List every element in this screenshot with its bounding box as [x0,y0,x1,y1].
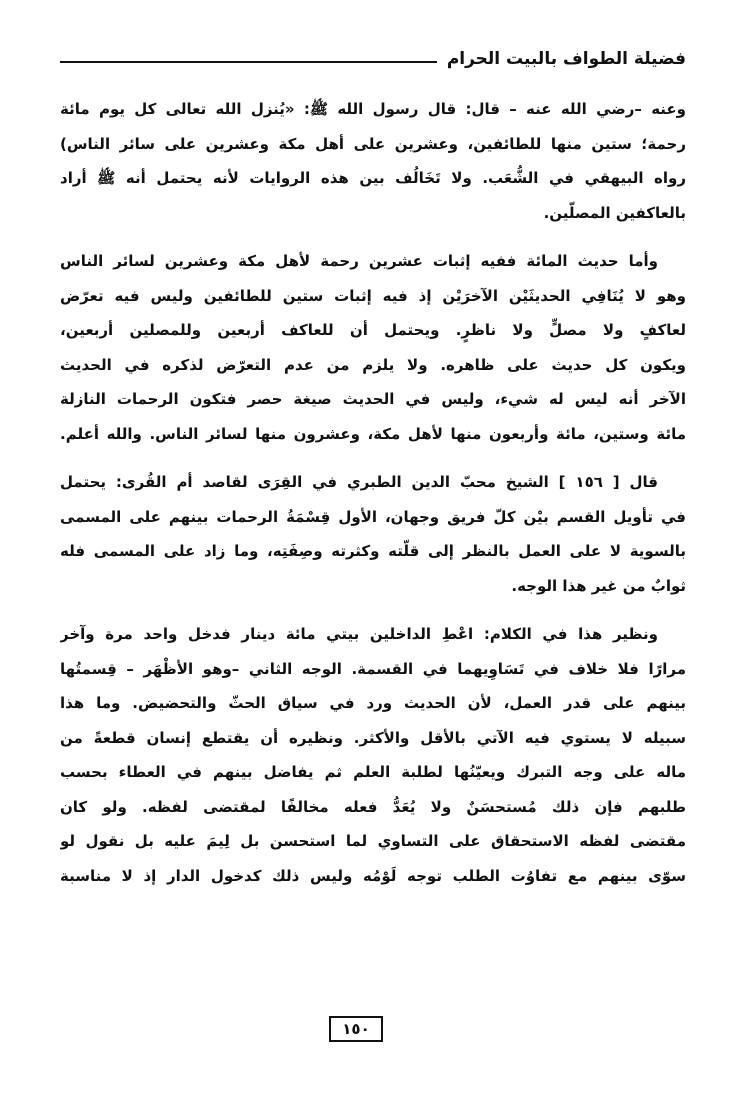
text-line: سبيله لا يستوي فيه الآتي بالأقل والأكثر. ونظيره أن يقتطع إنسان قطعةً من [60,728,686,747]
page-number [329,1016,383,1042]
header-rule [60,61,437,63]
text-line: بينهم على قدر العمل، لأن الحديث ورد في سياق الحثّ والتحضيض. وما هذا [60,694,686,712]
text-line: مرارًا فلا خلاف في تَسَاوِيهما في القسمة. الوجه الثاني –وهو الأظْهَر – قِسمتُها [60,659,686,678]
text-line: قال [ ١٥٦ ] الشيخ محبّ الدين الطبري في القِرَى لقاصد أم القُرى: يحتمل [60,473,658,491]
page-number-text: ١٥٠ [342,1020,370,1038]
text-line: لعاكفٍ ولا مصلٍّ ولا ناظرٍ. ويحتمل أن للعاكف أربعين وللمصلين أربعين، [60,321,686,339]
text-line: بالسوية لا على العمل بالنظر إلى قلّته وكثرته وصِفَتِه، وما زاد على المسمى فله [60,542,686,560]
text-line: في تأويل القسم بيْن كلّ فريق وجهان، الأول قِسْمَةُ الرحمات بينهم على المسمى [60,507,686,526]
text-line: الآخر أنه ليس له شيء، وليس في الحديث صيغة حصر فتكون الرحمات النازلة [60,390,686,408]
text-line: سوّى بينهم مع تفاوُت الطلب توجه لَوْمُه وليس ذلك كدخول الدار إذ لا مناسبة [60,866,686,885]
text-line: رحمة؛ ستين منها للطائفين، وعشرين على أهل مكة وعشرين على سائر الناس) [60,134,686,153]
text-line: ونظير هذا في الكلام: اعْطِ الداخلين بيتي مائة دينار فدخل واحد مرة وآخر [60,625,658,643]
text-line: ثوابٌ من غير هذا الوجه. [511,576,686,595]
header-title: فضيلة الطواف بالبيت الحرام [446,49,686,69]
text-line: رواه البيهقي في الشُّعَب. ولا تَخَالُف بين هذه الروايات لأنه يحتمل أنه ﷺ أراد [60,169,686,187]
text-line: ويكون كل حديث على ظاهره. ولا يلزم من عدم التعرّض لذكره في الحديث [60,355,686,374]
body-text [60,92,686,893]
text-line: مقتضى لفظه الاستحقاق على التساوي لما استحسن بل لِيمَ عليه بل نقول لو [60,832,686,850]
running-header [60,44,686,74]
paragraph [60,465,686,603]
text-line: طلبهم فإن ذلك مُستحسَنٌ ولا يُعَدُّ فعله مخالفًا لمقتضى لفظه. ولو كان [60,797,686,816]
text-line: وعنه –رضي الله عنه – قال: قال رسول الله ﷺ: «يُنزل الله تعالى كل يوم مائة [60,100,686,118]
text-line: ماله على وجه التبرك ويعيّنُها لطلبة العلم ثم يفاضل بينهم في العطاء بحسب [60,763,686,781]
text-line: وأما حديث المائة ففيه إثبات عشرين رحمة لأهل مكة وعشرين لسائر الناس [60,252,658,270]
text-line: وهو لا يُنَافِي الحديثَيْن الآخرَيْن إذ فيه إثبات ستين للطائفين وليس فيه تعرّض [60,286,686,305]
text-line: بالعاكفين المصلّين. [543,203,686,222]
paragraph [60,617,686,893]
paragraph [60,92,686,230]
paragraph [60,244,686,451]
text-line: مائة وستين، مائة وأربعون منها لأهل مكة، وعشرون منها لسائر الناس. والله أعلم. [60,424,686,443]
